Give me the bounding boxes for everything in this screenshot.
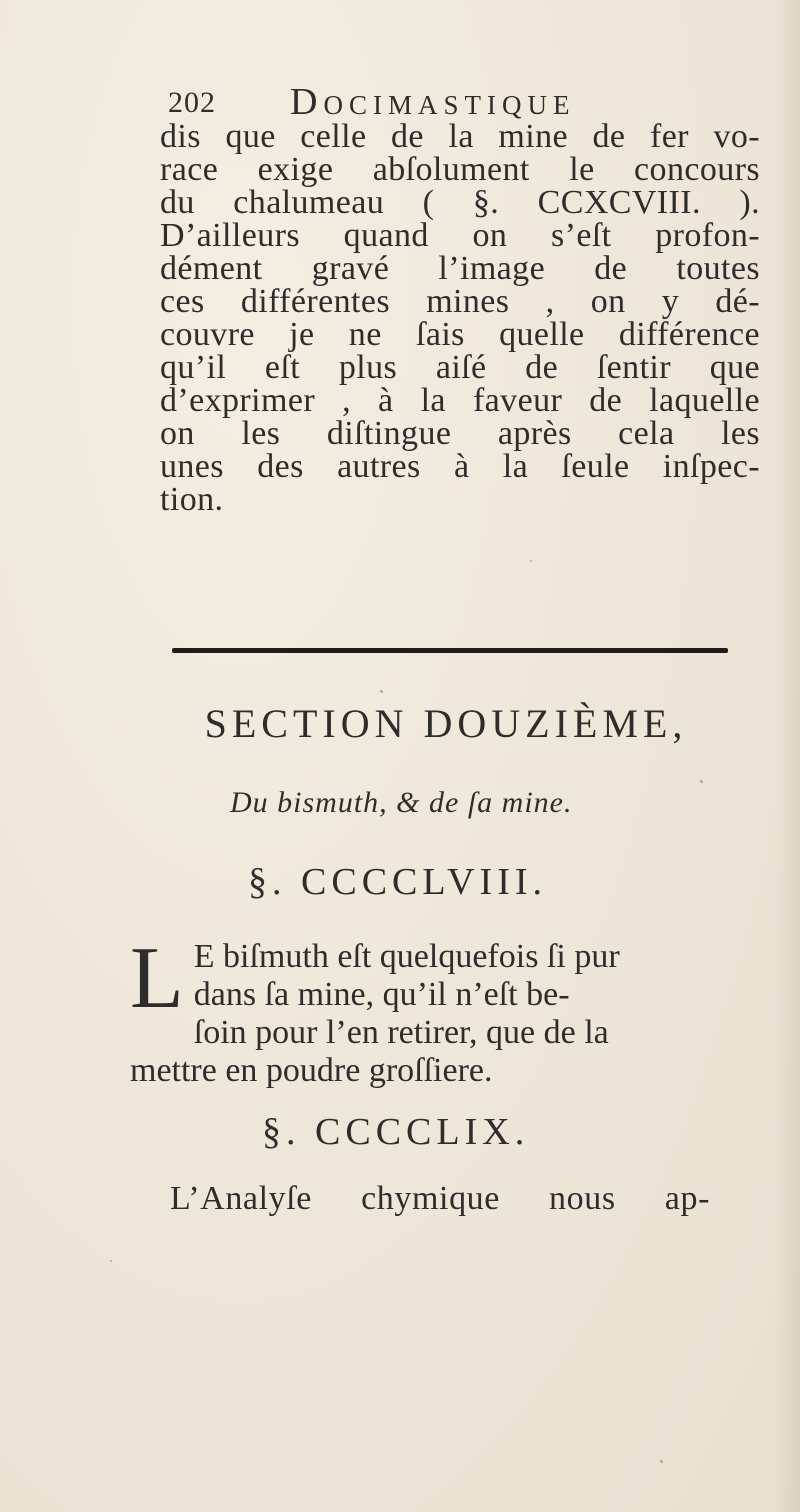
paragraph-number: §. CCCCLIX. bbox=[262, 1111, 530, 1153]
text-line: du chalumeau ( §. CCXCVIII. ). bbox=[160, 184, 760, 221]
text-line: dis que celle de la mine de fer vo- bbox=[160, 118, 760, 155]
section-divider-rule bbox=[172, 648, 728, 653]
body-paragraph bbox=[160, 120, 760, 516]
text-line: couvre je ne ſais quelle différence bbox=[160, 316, 760, 353]
text-line: d’exprimer , à la faveur de laquelle bbox=[160, 382, 760, 419]
text-line: ces différentes mines , on y dé- bbox=[160, 283, 760, 320]
text-line: qu’il eſt plus aiſé de ſentir que bbox=[160, 349, 760, 386]
running-title: Docimastique bbox=[290, 81, 576, 123]
text-line: D’ailleurs quand on s’eſt profon- bbox=[160, 217, 760, 254]
text-line: tion. bbox=[160, 481, 224, 518]
drop-cap-letter: L bbox=[130, 930, 184, 1027]
page-edge-shadow bbox=[774, 0, 800, 1512]
text-line: mettre en poudre groſſiere. bbox=[130, 1052, 493, 1089]
text-line: unes des autres à la ſeule inſpec- bbox=[160, 448, 760, 485]
text-line: race exige abſolument le concours bbox=[160, 151, 760, 188]
paragraph-number: §. CCCCLVIII. bbox=[248, 861, 548, 903]
section-subtitle: Du bismuth, & de ſa mine. bbox=[230, 786, 573, 819]
text-line: on les diſtingue après cela les bbox=[160, 415, 760, 452]
section-paragraph bbox=[130, 930, 730, 1090]
continued-text-line: L’Analyſe chymique nous ap- bbox=[170, 1180, 710, 1217]
text-line: dément gravé l’image de toutes bbox=[160, 250, 760, 287]
text-line: E biſmuth eſt quelquefois ſi pur bbox=[193, 938, 620, 975]
text-line: dans ſa mine, qu’il n’eſt be- bbox=[193, 976, 570, 1013]
page-number: 202 bbox=[168, 86, 216, 119]
section-heading: SECTION DOUZIÈME, bbox=[204, 701, 688, 746]
text-line: ſoin pour l’en retirer, que de la bbox=[193, 1014, 609, 1051]
